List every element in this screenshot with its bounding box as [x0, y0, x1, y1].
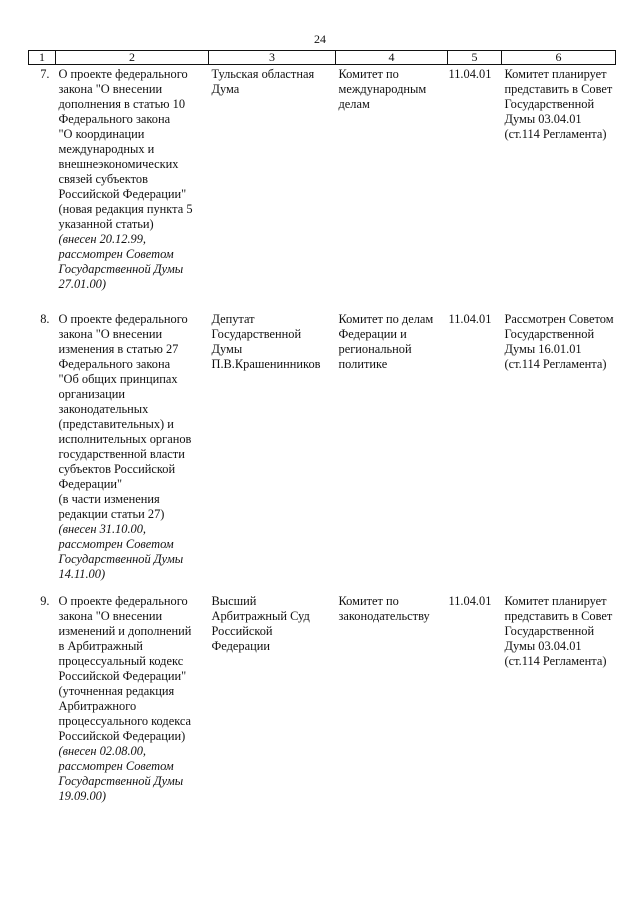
- bill-title-line: "О координации: [58, 127, 145, 141]
- bill-title-cell: [56, 592, 209, 804]
- author-line: Тульская областная: [211, 67, 315, 81]
- bill-title-line: закона "О внесении: [58, 82, 163, 96]
- author-line: Российской: [211, 624, 273, 638]
- committee-cell: [336, 592, 448, 804]
- bill-title-line: указанной статьи): [58, 217, 154, 231]
- bill-note-line: (внесен 02.08.00,: [58, 744, 147, 758]
- author-line: Арбитражный Суд: [211, 609, 310, 623]
- bill-title-line: дополнения в статью 10: [58, 97, 186, 111]
- committee-line: законодательству: [338, 609, 430, 623]
- bill-note-line: Государственной Думы: [58, 262, 184, 276]
- author-cell: [209, 310, 336, 592]
- author-cell: [209, 65, 336, 311]
- bill-title-cell: [56, 65, 209, 311]
- bill-title-line: Российской Федерации": [58, 187, 187, 201]
- author-line: П.В.Крашенинников: [211, 357, 321, 371]
- bill-title-line: О проекте федерального: [58, 594, 188, 608]
- bill-title-line: Российской Федерации": [58, 669, 187, 683]
- bill-title-line: Федерального закона: [58, 112, 171, 126]
- column-header: 2: [56, 51, 209, 65]
- status-cell: [502, 310, 616, 592]
- bill-note-line: Государственной Думы: [58, 774, 184, 788]
- bill-title-line: процессуальный кодекс: [58, 654, 184, 668]
- committee-line: Комитет по: [338, 67, 399, 81]
- committee-line: Комитет по делам: [338, 312, 434, 326]
- bill-title-line: изменений и дополнений: [58, 624, 192, 638]
- bills-table: [28, 50, 616, 804]
- bill-note-line: (внесен 20.12.99,: [58, 232, 147, 246]
- committee-line: Комитет по: [338, 594, 399, 608]
- row-number: 7.: [40, 67, 50, 81]
- status-line: Государственной: [504, 97, 595, 111]
- author-line: Дума: [211, 82, 240, 96]
- bill-note-line: 14.11.00): [58, 567, 106, 581]
- status-line: Рассмотрен Советом: [504, 312, 614, 326]
- table-row: [29, 310, 616, 592]
- bill-title-line: Федерального закона: [58, 357, 171, 371]
- bill-title-line: "Об общих принципах: [58, 372, 178, 386]
- status-line: Государственной: [504, 327, 595, 341]
- table-row: [29, 592, 616, 804]
- status-line: (ст.114 Регламента): [504, 127, 607, 141]
- bill-title-line: в Арбитражный: [58, 639, 143, 653]
- column-header: 6: [502, 51, 616, 65]
- status-line: Думы 16.01.01: [504, 342, 582, 356]
- date-cell: 11.04.01: [448, 67, 492, 81]
- bill-title-line: О проекте федерального: [58, 67, 188, 81]
- bill-note-line: рассмотрен Советом: [58, 247, 174, 261]
- committee-cell: [336, 310, 448, 592]
- bill-title-line: закона "О внесении: [58, 327, 163, 341]
- bill-title-line: связей субъектов: [58, 172, 148, 186]
- bill-title-line: Федерации": [58, 477, 123, 491]
- status-line: Комитет планирует: [504, 67, 607, 81]
- status-line: (ст.114 Регламента): [504, 654, 607, 668]
- status-line: (ст.114 Регламента): [504, 357, 607, 371]
- author-line: Государственной: [211, 327, 302, 341]
- row-number: 9.: [40, 594, 50, 608]
- committee-line: делам: [338, 97, 370, 111]
- page-number: 24: [314, 32, 326, 46]
- author-line: Высший: [211, 594, 257, 608]
- bill-title-line: государственной власти: [58, 447, 185, 461]
- date-cell: 11.04.01: [448, 312, 492, 326]
- bill-title-line: организации: [58, 387, 126, 401]
- bill-title-line: закона "О внесении: [58, 609, 163, 623]
- status-line: представить в Совет: [504, 609, 613, 623]
- bill-title-line: законодательных: [58, 402, 149, 416]
- row-number: 8.: [40, 312, 50, 326]
- bill-note-line: рассмотрен Советом: [58, 759, 174, 773]
- bill-title-line: (уточненная редакция: [58, 684, 175, 698]
- status-line: Государственной: [504, 624, 595, 638]
- column-header: 1: [29, 51, 56, 65]
- bill-title-cell: [56, 310, 209, 592]
- bill-title-line: субъектов Российской: [58, 462, 176, 476]
- bill-title-line: (в части изменения: [58, 492, 160, 506]
- bill-title-line: внешнеэкономических: [58, 157, 179, 171]
- bill-title-line: Российской Федерации): [58, 729, 186, 743]
- author-line: Думы: [211, 342, 243, 356]
- author-line: Федерации: [211, 639, 271, 653]
- status-line: Думы 03.04.01: [504, 112, 582, 126]
- status-cell: [502, 592, 616, 804]
- bill-note-line: 27.01.00): [58, 277, 106, 291]
- committee-line: международным: [338, 82, 427, 96]
- date-cell: 11.04.01: [448, 594, 492, 608]
- bill-title-line: изменения в статью 27: [58, 342, 179, 356]
- bill-title-line: Арбитражного: [58, 699, 137, 713]
- column-header: 4: [336, 51, 448, 65]
- status-cell: [502, 65, 616, 311]
- bill-title-line: международных и: [58, 142, 155, 156]
- author-cell: [209, 592, 336, 804]
- status-line: представить в Совет: [504, 82, 613, 96]
- status-line: Думы 03.04.01: [504, 639, 582, 653]
- table-header-row: [29, 51, 616, 65]
- bill-title-line: (представительных) и: [58, 417, 174, 431]
- bill-note-line: рассмотрен Советом: [58, 537, 174, 551]
- author-line: Депутат: [211, 312, 255, 326]
- bill-title-line: (новая редакция пункта 5: [58, 202, 193, 216]
- table-row: [29, 65, 616, 311]
- bill-title-line: О проекте федерального: [58, 312, 188, 326]
- bill-note-line: Государственной Думы: [58, 552, 184, 566]
- bill-note-line: 19.09.00): [58, 789, 106, 803]
- column-header: 3: [209, 51, 336, 65]
- committee-line: региональной: [338, 342, 412, 356]
- bill-title-line: процессуального кодекса: [58, 714, 192, 728]
- committee-cell: [336, 65, 448, 311]
- committee-line: политике: [338, 357, 388, 371]
- column-header: 5: [448, 51, 502, 65]
- bill-note-line: (внесен 31.10.00,: [58, 522, 147, 536]
- status-line: Комитет планирует: [504, 594, 607, 608]
- committee-line: Федерации и: [338, 327, 407, 341]
- bill-title-line: редакции статьи 27): [58, 507, 165, 521]
- bill-title-line: исполнительных органов: [58, 432, 192, 446]
